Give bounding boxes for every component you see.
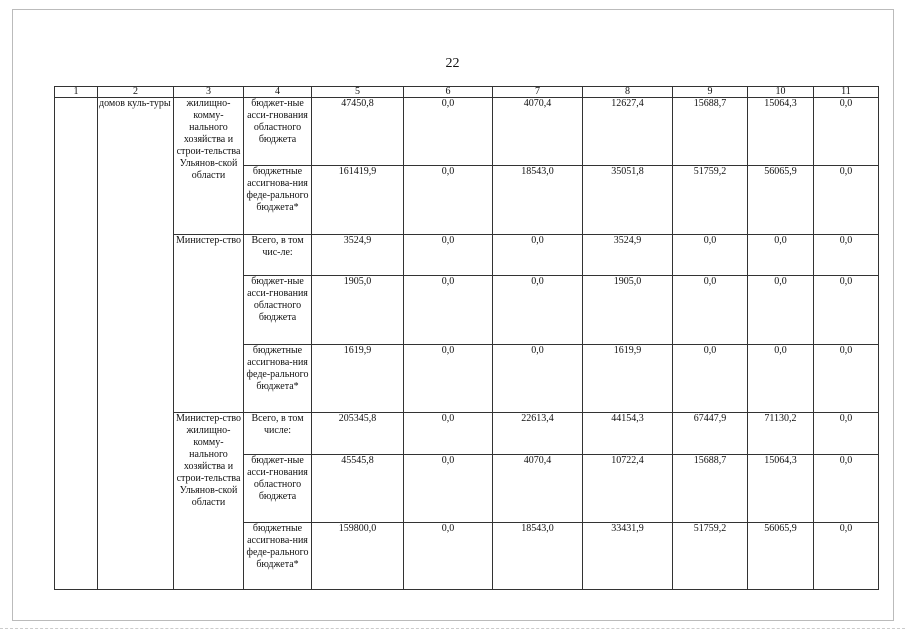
amount-cell: 56065,9 xyxy=(748,523,814,590)
column-number: 4 xyxy=(244,87,312,98)
amount-cell: 0,0 xyxy=(814,345,879,413)
funding-source-cell: бюджет-ные асси-гнования областного бюджета xyxy=(244,276,312,345)
executor-cell: жилищно-комму-нального хозяйства и строи-тельства Ульянов-ской области xyxy=(174,98,244,235)
amount-cell: 3524,9 xyxy=(583,235,673,276)
table-row xyxy=(55,235,879,276)
amount-cell: 0,0 xyxy=(404,345,493,413)
column-number: 9 xyxy=(673,87,748,98)
amount-cell: 44154,3 xyxy=(583,413,673,455)
row-number-cell xyxy=(55,98,98,590)
column-number: 2 xyxy=(98,87,174,98)
amount-cell: 0,0 xyxy=(673,345,748,413)
amount-cell: 4070,4 xyxy=(493,455,583,523)
executor-cell: Министер-ство жилищно-комму-нального хозяйства и строи-тельства Ульянов-ской области xyxy=(174,413,244,590)
measure-name-cell: домов куль-туры xyxy=(98,98,174,590)
amount-cell: 0,0 xyxy=(404,235,493,276)
amount-cell: 205345,8 xyxy=(312,413,404,455)
amount-cell: 1905,0 xyxy=(312,276,404,345)
amount-cell: 15064,3 xyxy=(748,98,814,166)
amount-cell: 0,0 xyxy=(814,166,879,235)
column-number: 3 xyxy=(174,87,244,98)
amount-cell: 22613,4 xyxy=(493,413,583,455)
column-number: 10 xyxy=(748,87,814,98)
amount-cell: 35051,8 xyxy=(583,166,673,235)
amount-cell: 3524,9 xyxy=(312,235,404,276)
amount-cell: 12627,4 xyxy=(583,98,673,166)
budget-table xyxy=(54,86,879,590)
amount-cell: 0,0 xyxy=(493,345,583,413)
amount-cell: 15688,7 xyxy=(673,455,748,523)
amount-cell: 0,0 xyxy=(404,166,493,235)
amount-cell: 0,0 xyxy=(748,235,814,276)
amount-cell: 0,0 xyxy=(814,455,879,523)
amount-cell: 18543,0 xyxy=(493,166,583,235)
column-number-row xyxy=(55,87,879,98)
page-edge xyxy=(0,628,905,630)
funding-source-cell: бюджет-ные асси-гнования областного бюджета xyxy=(244,455,312,523)
column-number: 1 xyxy=(55,87,98,98)
column-number: 11 xyxy=(814,87,879,98)
funding-source-cell: бюджет-ные асси-гнования областного бюджета xyxy=(244,98,312,166)
funding-source-cell: бюджетные ассигнова-ния феде-рального бюджета* xyxy=(244,166,312,235)
amount-cell: 161419,9 xyxy=(312,166,404,235)
amount-cell: 0,0 xyxy=(493,276,583,345)
funding-source-cell: бюджетные ассигнова-ния феде-рального бюджета* xyxy=(244,345,312,413)
amount-cell: 51759,2 xyxy=(673,523,748,590)
amount-cell: 159800,0 xyxy=(312,523,404,590)
column-number: 8 xyxy=(583,87,673,98)
amount-cell: 15688,7 xyxy=(673,98,748,166)
amount-cell: 0,0 xyxy=(814,413,879,455)
amount-cell: 0,0 xyxy=(404,276,493,345)
amount-cell: 0,0 xyxy=(493,235,583,276)
amount-cell: 0,0 xyxy=(814,523,879,590)
amount-cell: 0,0 xyxy=(814,276,879,345)
amount-cell: 71130,2 xyxy=(748,413,814,455)
amount-cell: 45545,8 xyxy=(312,455,404,523)
column-number: 7 xyxy=(493,87,583,98)
table-row xyxy=(55,413,879,455)
table-row xyxy=(55,98,879,166)
amount-cell: 1619,9 xyxy=(583,345,673,413)
amount-cell: 0,0 xyxy=(814,98,879,166)
amount-cell: 15064,3 xyxy=(748,455,814,523)
funding-source-cell: Всего, в том числе: xyxy=(244,413,312,455)
amount-cell: 0,0 xyxy=(814,235,879,276)
amount-cell: 51759,2 xyxy=(673,166,748,235)
amount-cell: 1619,9 xyxy=(312,345,404,413)
amount-cell: 67447,9 xyxy=(673,413,748,455)
amount-cell: 0,0 xyxy=(404,455,493,523)
column-number: 5 xyxy=(312,87,404,98)
amount-cell: 0,0 xyxy=(748,276,814,345)
amount-cell: 0,0 xyxy=(673,235,748,276)
amount-cell: 0,0 xyxy=(748,345,814,413)
amount-cell: 0,0 xyxy=(404,523,493,590)
amount-cell: 56065,9 xyxy=(748,166,814,235)
amount-cell: 4070,4 xyxy=(493,98,583,166)
amount-cell: 33431,9 xyxy=(583,523,673,590)
amount-cell: 18543,0 xyxy=(493,523,583,590)
amount-cell: 0,0 xyxy=(404,413,493,455)
funding-source-cell: бюджетные ассигнова-ния феде-рального бюджета* xyxy=(244,523,312,590)
column-number: 6 xyxy=(404,87,493,98)
amount-cell: 0,0 xyxy=(404,98,493,166)
amount-cell: 0,0 xyxy=(673,276,748,345)
funding-source-cell: Всего, в том чис-ле: xyxy=(244,235,312,276)
amount-cell: 1905,0 xyxy=(583,276,673,345)
page-number: 22 xyxy=(445,56,460,71)
amount-cell: 10722,4 xyxy=(583,455,673,523)
amount-cell: 47450,8 xyxy=(312,98,404,166)
executor-cell: Министер-ство xyxy=(174,235,244,413)
